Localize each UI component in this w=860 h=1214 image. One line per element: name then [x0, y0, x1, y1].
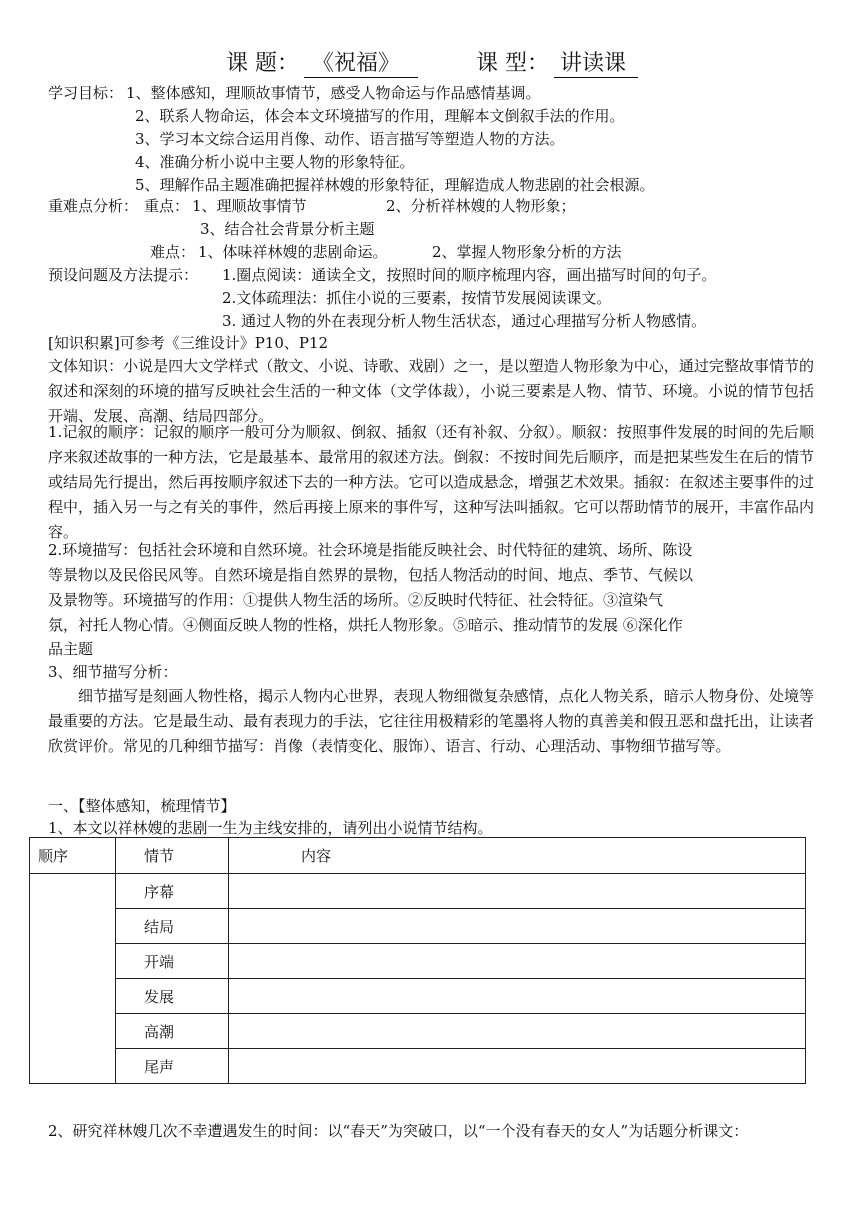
content-cell[interactable] [229, 909, 806, 944]
key-point: 1、理顺故事情节 [192, 197, 307, 215]
title-line [0, 50, 860, 80]
methods-label: 预设问题及方法提示： [48, 266, 199, 284]
plot-structure-table [29, 837, 806, 1084]
environment-line: 等景物以及民俗民风等。自然环境是指自然界的景物，包括人物活动的时间、地点、季节、气候以 [48, 566, 694, 584]
goal-item: 5、理解作品主题准确把握祥林嫂的形象特征，理解造成人物悲剧的社会根源。 [135, 176, 655, 194]
genre-knowledge: 文体知识：小说是四大文学样式（散文、小说、诗歌、戏剧）之一，是以塑造人物形象为中心，通过完整故事情节的叙述和深刻的环境的描写反映社会生活的一种文体（文学体裁），小说三要素是人物、情节、环境。小说的情节包括开端、发展、高潮、结局四部分。 [48, 357, 814, 425]
topic-label: 课 题： [226, 51, 299, 76]
difficulty-point: 2、掌握人物形象分析的方法 [432, 243, 622, 261]
question-2: 2、研究祥林嫂几次不幸遭遇发生的时间：以“春天”为突破口，以“一个没有春天的女人”为话题分析课文： [48, 1122, 749, 1140]
section-heading: 一、【整体感知，梳理情节】 [48, 797, 236, 815]
table-header-row [30, 838, 806, 874]
goal-item: 1、整体感知，理顺故事情节，感受人物命运与作品感情基调。 [126, 84, 541, 102]
key-point: 3、结合社会背景分析主题 [200, 220, 375, 238]
detail-heading: 3、细节描写分析： [48, 663, 178, 681]
table-row [30, 979, 806, 1014]
plot-label: 高潮 [116, 1014, 229, 1049]
plot-label: 发展 [116, 979, 229, 1014]
method-item: 3. 通过人物的外在表现分析人物生活状态，通过心理描写分析人物感情。 [222, 312, 707, 330]
content-cell[interactable] [229, 979, 806, 1014]
difficulty-label: 难点： [150, 243, 196, 261]
environment-line: 品主题 [48, 640, 94, 658]
detail-description: 细节描写是刻画人物性格，揭示人物内心世界，表现人物细微复杂感情，点化人物关系，暗示人物身份、处境等最重要的方法。它是最生动、最有表现力的手法，它往往用极精彩的笔墨将人物的真善美和假丑恶和盘托出，让读者欣赏评价。常见的几种细节描写：肖像（表情变化、服饰）、语言、行动、心理活动、事物细节描写等。 [48, 687, 814, 755]
question-1: 1、本文以祥林嫂的悲剧一生为主线安排的，请列出小说情节结构。 [48, 819, 493, 837]
content-cell[interactable] [229, 1049, 806, 1084]
key-label: 重点： [144, 197, 190, 215]
order-cell[interactable] [30, 874, 116, 1084]
lesson-type: 讲读课 [560, 51, 627, 76]
knowledge-reference: [知识积累]可参考《三维设计》P10、P12 [48, 334, 329, 352]
content-cell[interactable] [229, 1014, 806, 1049]
type-underline [554, 77, 638, 78]
table-row [30, 909, 806, 944]
environment-line: 2.环境描写：包括社会环境和自然环境。社会环境是指能反映社会、时代特征的建筑、场所、陈设 [48, 541, 693, 559]
header-content: 内容 [229, 838, 806, 874]
plot-label: 结局 [116, 909, 229, 944]
lesson-title: 《祝福》 [312, 51, 401, 76]
plot-label: 尾声 [116, 1049, 229, 1084]
method-item: 1.圈点阅读：通读全文，按照时间的顺序梳理内容，画出描写时间的句子。 [222, 266, 717, 284]
keypoints-label: 重难点分析： [48, 197, 139, 215]
goals-label: 学习目标： [48, 84, 124, 102]
table-row [30, 874, 806, 909]
key-point: 2、分析祥林嫂的人物形象； [386, 197, 576, 215]
plot-label: 开端 [116, 944, 229, 979]
narration-order: 1.记叙的顺序：记叙的顺序一般可分为顺叙、倒叙、插叙（还有补叙、分叙）。顺叙：按照事件发展的时间的先后顺序来叙述故事的一种方法，它是最基本、最常用的叙述方法。倒叙：不按时间先后顺序，而是把某些发生在后的情节或结局先行提出，然后再按顺序叙述下去的一种方法。它可以造成悬念，增强艺术效果。插叙：在叙述主要事件的过程中，插入另一与之有关的事件，然后再接上原来的事件写，这种写法叫插叙。它可以帮助情节的展开，丰富作品内容。 [48, 423, 814, 541]
table-row [30, 1049, 806, 1084]
goal-item: 2、联系人物命运，体会本文环境描写的作用，理解本文倒叙手法的作用。 [135, 107, 625, 125]
header-plot: 情节 [116, 838, 229, 874]
method-item: 2.文体疏理法：抓住小说的三要素，按情节发展阅读课文。 [222, 289, 612, 307]
goal-item: 4、准确分析小说中主要人物的形象特征。 [135, 153, 415, 171]
title-underline [304, 77, 418, 78]
difficulty-point: 1、体味祥林嫂的悲剧命运。 [198, 243, 388, 261]
goal-item: 3、学习本文综合运用肖像、动作、语言描写等塑造人物的方法。 [135, 130, 565, 148]
type-label: 课 型： [476, 51, 549, 76]
header-order: 顺序 [30, 838, 116, 874]
table-row [30, 944, 806, 979]
environment-line: 氛，衬托人物心情。④侧面反映人物的性格，烘托人物形象。⑤暗示、推动情节的发展 ⑥深化作 [48, 616, 683, 634]
environment-line: 及景物等。环境描写的作用：①提供人物生活的场所。②反映时代特征、社会特征。③渲染气 [48, 591, 664, 609]
table-row [30, 1014, 806, 1049]
content-cell[interactable] [229, 874, 806, 909]
content-cell[interactable] [229, 944, 806, 979]
plot-label: 序幕 [116, 874, 229, 909]
